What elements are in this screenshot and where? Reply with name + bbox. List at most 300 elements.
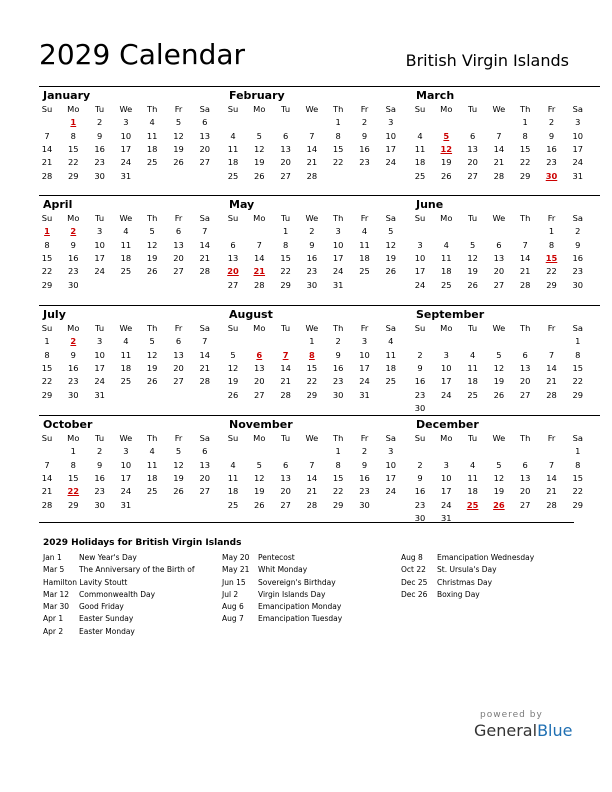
day: 23 — [414, 389, 426, 400]
day: 2 — [335, 336, 341, 347]
day: 18 — [227, 486, 239, 497]
day: 4 — [361, 226, 368, 237]
holiday-date: Apr 2 — [43, 626, 64, 636]
weekday-header: We — [492, 323, 506, 333]
weekday-header: Mo — [440, 433, 453, 443]
weekday-header: Tu — [468, 433, 478, 443]
weekday-header: Sa — [199, 323, 210, 333]
day: 10 — [94, 349, 105, 360]
holidays-title: 2029 Holidays for British Virgin Islands — [43, 538, 242, 548]
weekday-header: Su — [227, 213, 239, 223]
day: 9 — [361, 459, 368, 470]
day: 3 — [388, 117, 394, 128]
day: 19 — [441, 157, 452, 168]
day: 4 — [469, 349, 476, 360]
day: 6 — [175, 336, 182, 347]
day: 4 — [123, 336, 129, 347]
day: 25 — [146, 157, 158, 168]
month-name: April — [43, 198, 73, 211]
weekday-header: Mo — [440, 213, 453, 223]
day: 6 — [202, 117, 208, 128]
day: 22 — [41, 376, 53, 387]
day: 21 — [199, 362, 211, 373]
day: 27 — [173, 376, 184, 387]
holiday-name: Easter Monday — [79, 626, 135, 636]
day: 14 — [546, 472, 557, 483]
day: 11 — [120, 349, 132, 360]
weekday-header: We — [305, 433, 319, 443]
holiday-date: Oct 22 — [401, 565, 426, 575]
holiday-item — [401, 589, 576, 601]
weekday-header: Tu — [95, 323, 105, 333]
day: 19 — [467, 266, 478, 277]
day: 17 — [414, 266, 426, 277]
day: 21 — [306, 157, 318, 168]
day: 30 — [414, 402, 426, 413]
day: 1 — [548, 226, 555, 237]
day: 22 — [306, 376, 318, 387]
weekday-header: Sa — [572, 104, 583, 114]
day: 3 — [123, 117, 129, 128]
day: 21 — [546, 376, 557, 387]
day: 14 — [306, 472, 318, 483]
day: 1 — [282, 226, 289, 237]
day: 20 — [519, 376, 531, 387]
holiday-item — [222, 601, 397, 613]
weekday-header: Mo — [253, 213, 266, 223]
day: 27 — [199, 486, 211, 497]
day: 23 — [94, 157, 105, 168]
holiday-name: Boxing Day — [437, 589, 480, 599]
day: 3 — [443, 349, 449, 360]
day: 3 — [417, 239, 423, 250]
day: 26 — [254, 499, 265, 510]
weekday-header: Su — [414, 433, 426, 443]
day: 23 — [306, 266, 318, 277]
day: 14 — [519, 252, 531, 263]
day: 16 — [414, 486, 426, 497]
day: 26 — [493, 389, 505, 400]
day: 6 — [175, 226, 182, 237]
weekday-header: Fr — [547, 323, 556, 333]
day: 8 — [575, 459, 581, 470]
month-name: November — [229, 418, 293, 431]
holiday-date: Apr 1 — [43, 614, 64, 624]
day: 17 — [441, 486, 452, 497]
day: 22 — [572, 376, 584, 387]
day: 14 — [493, 143, 505, 154]
day: 7 — [202, 226, 208, 237]
day: 7 — [496, 130, 502, 141]
day: 5 — [149, 226, 155, 237]
day: 18 — [120, 362, 132, 373]
day: 13 — [280, 472, 291, 483]
day: 31 — [572, 170, 584, 181]
holiday-item — [43, 577, 218, 589]
day: 14 — [546, 362, 557, 373]
brand-blue: Blue — [537, 721, 573, 740]
holiday-date: Jan 1 — [43, 553, 62, 562]
holiday-item — [222, 564, 397, 576]
month-name: December — [416, 418, 479, 431]
day: 15 — [572, 362, 584, 373]
day: 16 — [359, 472, 370, 483]
day: 4 — [230, 459, 236, 470]
day: 23 — [68, 266, 79, 277]
day: 9 — [575, 239, 581, 250]
day: 17 — [332, 252, 344, 263]
day: 24 — [414, 279, 426, 290]
day: 29 — [68, 499, 79, 510]
weekday-header: Fr — [174, 104, 183, 114]
weekday-header: Su — [41, 323, 53, 333]
day: 4 — [230, 130, 236, 141]
day: 11 — [467, 362, 478, 373]
day: 22 — [519, 157, 531, 168]
holiday-name: Sovereign's Birthday — [258, 577, 336, 587]
powered-by-text: powered by — [480, 710, 543, 720]
month-name: March — [416, 89, 455, 102]
day: 27 — [199, 157, 211, 168]
day: 30 — [332, 389, 344, 400]
day: 10 — [414, 252, 426, 263]
day: 16 — [68, 252, 79, 263]
holiday-day: 22 — [67, 486, 80, 497]
day: 3 — [575, 117, 581, 128]
day: 23 — [414, 499, 426, 510]
weekday-header: Tu — [281, 323, 291, 333]
day: 30 — [359, 499, 370, 510]
day: 14 — [199, 349, 211, 360]
day: 24 — [572, 157, 584, 168]
day: 8 — [70, 130, 76, 141]
weekday-header: Su — [414, 104, 426, 114]
weekday-header: Sa — [199, 213, 210, 223]
day: 10 — [94, 239, 105, 250]
month-divider — [39, 86, 227, 87]
day: 4 — [388, 336, 394, 347]
day: 7 — [202, 336, 208, 347]
day: 11 — [120, 239, 132, 250]
brand-logo[interactable] — [474, 722, 572, 740]
day: 28 — [41, 170, 53, 181]
holiday-day: 7 — [282, 349, 289, 360]
weekday-header: Th — [147, 323, 158, 333]
weekday-header: Su — [414, 323, 426, 333]
day: 18 — [467, 376, 478, 387]
holiday-item — [401, 552, 576, 564]
day: 19 — [227, 376, 239, 387]
day: 6 — [496, 239, 502, 250]
day: 17 — [94, 252, 105, 263]
day: 21 — [41, 157, 53, 168]
day: 31 — [332, 279, 344, 290]
day: 6 — [282, 459, 289, 470]
day: 24 — [441, 499, 452, 510]
day: 8 — [522, 130, 528, 141]
day: 27 — [280, 499, 291, 510]
day: 15 — [332, 472, 344, 483]
day: 10 — [359, 349, 370, 360]
month-divider — [412, 195, 600, 196]
month-divider — [225, 305, 413, 306]
day: 30 — [68, 389, 79, 400]
holiday-date: Mar 5 — [43, 565, 65, 575]
day: 18 — [414, 157, 426, 168]
day: 1 — [335, 446, 341, 457]
day: 12 — [254, 472, 265, 483]
month-name: August — [229, 308, 273, 321]
weekday-header: Tu — [281, 104, 291, 114]
day: 13 — [173, 349, 184, 360]
weekday-header: Tu — [468, 104, 478, 114]
day: 18 — [359, 252, 370, 263]
weekday-header: Fr — [360, 433, 369, 443]
weekday-header: Fr — [174, 323, 183, 333]
divider — [39, 522, 574, 523]
day: 19 — [173, 143, 184, 154]
day: 8 — [282, 239, 289, 250]
weekday-header: Fr — [547, 433, 556, 443]
day: 24 — [441, 389, 452, 400]
day: 27 — [467, 170, 478, 181]
day: 5 — [230, 349, 236, 360]
day: 2 — [548, 117, 555, 128]
holiday-day: 1 — [44, 226, 50, 237]
day: 19 — [493, 376, 505, 387]
day: 4 — [123, 226, 129, 237]
weekday-header: We — [119, 323, 133, 333]
holiday-name: Emancipation Monday — [258, 602, 342, 612]
day: 3 — [361, 336, 368, 347]
day: 23 — [332, 376, 344, 387]
holiday-column — [222, 552, 397, 626]
day: 19 — [146, 252, 158, 263]
day: 5 — [175, 117, 182, 128]
day: 15 — [332, 143, 344, 154]
day: 21 — [41, 486, 53, 497]
holiday-item — [222, 589, 397, 601]
day: 23 — [572, 266, 584, 277]
holiday-item — [222, 552, 397, 564]
day: 23 — [546, 157, 557, 168]
day: 2 — [361, 446, 368, 457]
day: 20 — [173, 252, 184, 263]
day: 13 — [173, 239, 184, 250]
day: 18 — [441, 266, 452, 277]
day: 15 — [68, 143, 79, 154]
day: 24 — [120, 157, 132, 168]
day: 2 — [417, 459, 423, 470]
weekday-header: Th — [520, 104, 531, 114]
day: 28 — [519, 279, 531, 290]
day: 6 — [230, 239, 236, 250]
day: 14 — [254, 252, 265, 263]
holiday-date: Mar 12 — [43, 589, 70, 599]
day: 5 — [256, 459, 262, 470]
day: 22 — [332, 157, 344, 168]
weekday-header: Mo — [440, 104, 453, 114]
day: 30 — [94, 499, 105, 510]
day: 8 — [70, 459, 76, 470]
day: 20 — [467, 157, 478, 168]
day: 1 — [70, 446, 76, 457]
day: 30 — [94, 170, 105, 181]
weekday-header: Th — [520, 323, 531, 333]
day: 10 — [385, 130, 397, 141]
holiday-date: May 20 — [222, 553, 250, 562]
day: 21 — [519, 266, 531, 277]
day: 11 — [227, 143, 239, 154]
day: 12 — [493, 362, 505, 373]
weekday-header: Mo — [253, 104, 266, 114]
holiday-day: 2 — [70, 226, 77, 237]
weekday-header: Sa — [572, 323, 583, 333]
day: 2 — [417, 349, 423, 360]
weekday-header: Sa — [385, 213, 396, 223]
day: 23 — [359, 486, 370, 497]
day: 16 — [332, 362, 344, 373]
day: 9 — [548, 130, 555, 141]
month-name: September — [416, 308, 485, 321]
holiday-name: New Year's Day — [79, 553, 137, 562]
holiday-date: Aug 8 — [401, 553, 423, 562]
day: 29 — [280, 279, 291, 290]
day: 11 — [414, 143, 426, 154]
day: 21 — [306, 486, 318, 497]
day: 10 — [120, 459, 132, 470]
day: 14 — [41, 472, 53, 483]
day: 19 — [385, 252, 397, 263]
day: 7 — [256, 239, 262, 250]
day: 1 — [522, 117, 528, 128]
day: 12 — [385, 239, 397, 250]
day: 5 — [496, 349, 502, 360]
day: 25 — [359, 266, 370, 277]
day: 20 — [280, 486, 291, 497]
day: 2 — [575, 226, 581, 237]
weekday-header: Fr — [547, 213, 556, 223]
day: 26 — [227, 389, 239, 400]
day: 5 — [256, 130, 262, 141]
day: 9 — [70, 239, 76, 250]
weekday-header: Su — [227, 323, 239, 333]
holiday-item — [401, 564, 576, 576]
day: 13 — [280, 143, 291, 154]
day: 13 — [519, 472, 531, 483]
day: 17 — [120, 472, 132, 483]
holiday-name: Commonwealth Day — [79, 589, 156, 599]
day: 12 — [493, 472, 505, 483]
day: 1 — [575, 446, 581, 457]
day: 17 — [94, 362, 105, 373]
day: 11 — [146, 459, 158, 470]
day: 17 — [385, 143, 397, 154]
weekday-header: We — [492, 433, 506, 443]
day: 1 — [44, 336, 50, 347]
day: 11 — [385, 349, 397, 360]
day: 26 — [467, 279, 478, 290]
day: 9 — [96, 459, 103, 470]
holiday-date: Jun 15 — [222, 577, 246, 587]
day: 21 — [199, 252, 211, 263]
day: 16 — [94, 472, 105, 483]
day: 7 — [548, 349, 555, 360]
day: 27 — [519, 499, 531, 510]
day: 23 — [94, 486, 105, 497]
day: 26 — [173, 157, 184, 168]
page-title: 2029 Calendar — [39, 38, 246, 71]
day: 2 — [96, 446, 103, 457]
weekday-header: We — [492, 213, 506, 223]
weekday-header: Sa — [572, 213, 583, 223]
holiday-item — [43, 564, 218, 576]
holiday-date: May 21 — [222, 565, 250, 575]
day: 13 — [227, 252, 239, 263]
day: 8 — [548, 239, 555, 250]
holiday-date: Dec 25 — [401, 577, 428, 587]
day: 12 — [227, 362, 239, 373]
holiday-day: 25 — [466, 499, 479, 510]
day: 4 — [149, 446, 155, 457]
day: 2 — [309, 226, 315, 237]
day: 3 — [96, 226, 103, 237]
day: 10 — [441, 362, 452, 373]
holiday-day: 8 — [309, 349, 315, 360]
holiday-item — [43, 613, 218, 625]
day: 11 — [467, 472, 478, 483]
weekday-header: Sa — [385, 323, 396, 333]
day: 28 — [280, 389, 291, 400]
day: 30 — [414, 512, 426, 523]
holiday-item — [43, 601, 218, 613]
holiday-name: Whit Monday — [258, 565, 308, 575]
day: 31 — [120, 170, 132, 181]
day: 29 — [41, 389, 53, 400]
holiday-item — [43, 552, 218, 564]
holiday-day: 6 — [256, 349, 263, 360]
day: 17 — [385, 472, 397, 483]
day: 6 — [202, 446, 208, 457]
weekday-header: Su — [227, 433, 239, 443]
day: 16 — [68, 362, 79, 373]
day: 28 — [306, 499, 318, 510]
day: 22 — [68, 157, 79, 168]
day: 12 — [254, 143, 265, 154]
month-name: June — [416, 198, 444, 211]
day: 31 — [120, 499, 132, 510]
day: 28 — [41, 499, 53, 510]
day: 27 — [519, 389, 531, 400]
day: 31 — [441, 512, 452, 523]
day: 28 — [546, 389, 557, 400]
day: 29 — [519, 170, 531, 181]
day: 22 — [546, 266, 557, 277]
day: 7 — [309, 130, 315, 141]
day: 2 — [361, 117, 368, 128]
day: 25 — [385, 376, 397, 387]
day: 8 — [335, 459, 341, 470]
day: 14 — [199, 239, 211, 250]
day: 28 — [199, 376, 211, 387]
day: 19 — [146, 362, 158, 373]
day: 3 — [443, 459, 449, 470]
day: 21 — [280, 376, 291, 387]
weekday-header: Tu — [468, 213, 478, 223]
day: 25 — [120, 266, 132, 277]
day: 26 — [254, 170, 265, 181]
weekday-header: Th — [333, 433, 344, 443]
